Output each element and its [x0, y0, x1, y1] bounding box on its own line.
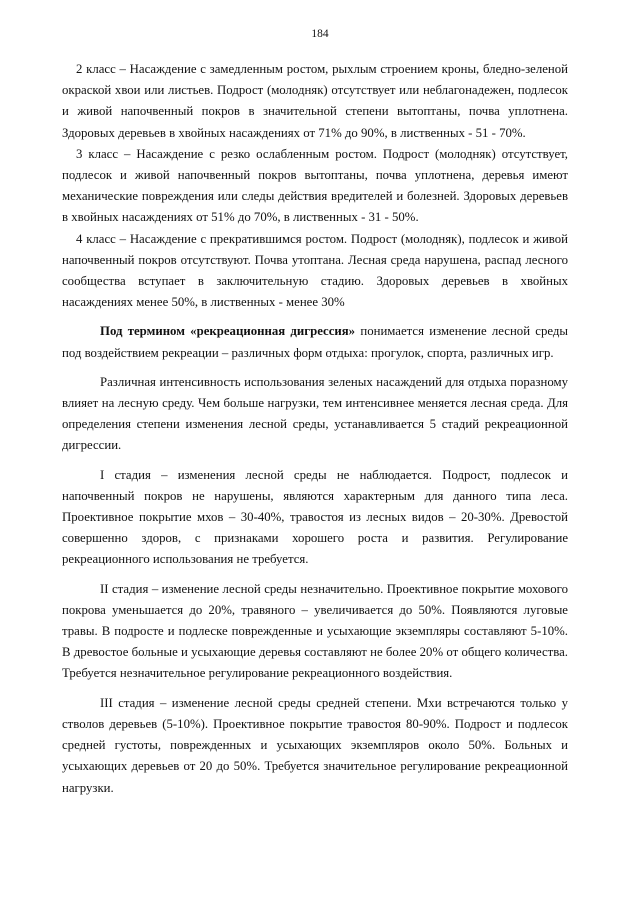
- document-body: [62, 59, 568, 799]
- paragraph-stage-1: I стадия – изменения лесной среды не наблюдается. Подрост, подлесок и напочвенный покров не нарушены, являются характерным для данного типа леса. Проективное покрытие мхов – 30-40%, травостоя из лесных видов – 20-30%. Древостой совершенно здоров, с признаками хорошего роста и развития. Регулирование рекреационного использования не требуется.: [62, 467, 568, 567]
- paragraph-class-3: 3 класс – Насаждение с резко ослабленным ростом. Подрост (молодняк) отсутствует, подлесок и живой напочвенный покров вытоптаны, почва уплотнена, деревья имеют механические повреждения или следы действия вредителей и болезней. Здоровых деревьев в хвойных насаждениях от 51% до 70%, в лиственных - 31 - 50%.: [62, 146, 568, 225]
- definition-term: Под термином «рекреационная дигрессия»: [100, 324, 356, 339]
- paragraph-intensity: Различная интенсивность использования зеленых насаждений для отдыха поразному влияет на лесную среду. Чем больше нагрузки, тем интенсивнее меняется лесная среда. Для определения степени изменения лесной среды, устанавливается 5 стадий рекреационной дигрессии.: [62, 374, 568, 453]
- paragraph-class-2: 2 класс – Насаждение с замедленным ростом, рыхлым строением кроны, бледно-зеленой окраской хвои или листьев. Подрост (молодняк) отсутствует или неблагонадежен, подлесок и живой напочвенный покров в значительной степени вытоптаны, почва уплотнена. Здоровых деревьев в хвойных насаждениях от 71% до 90%, в лиственных - 51 - 70%.: [62, 62, 568, 140]
- paragraph-definition: [62, 321, 568, 363]
- definition-text: понимается изменение лесной среды под воздействием рекреации – различных форм отдыха: прогулок, спорта, различных игр.: [62, 324, 568, 360]
- paragraph-stage-2: II стадия – изменение лесной среды незначительно. Проективное покрытие мохового покрова уменьшается до 20%, травяного – увеличивается до 50%. Появляются луговые травы. В подросте и подлеске поврежденные и усыхающие экземпляры составляют 5-10%. В древостое больные и усыхающие деревья составляют не более 20% от общего количества. Требуется незначительное регулирование рекреационного воздействия.: [62, 581, 568, 681]
- paragraph-class-4: 4 класс – Насаждение с прекратившимся ростом. Подрост (молодняк), подлесок и живой напочвенный покров отсутствуют. Почва утоптана. Лесная среда нарушена, распад лесного сообщества вступает в заключительную стадию. Здоровых деревьев в хвойных насаждениях менее 50%, в лиственных - менее 30%: [62, 231, 568, 310]
- page-number: 184: [311, 28, 329, 40]
- paragraph-stage-3: III стадия – изменение лесной среды средней степени. Мхи встречаются только у стволов деревьев (5-10%). Проективное покрытие травостоя 80-90%. Подрост и подлесок средней густоты, поврежденных и усыхающих экземпляров около 50%. Больных и усыхающих деревьев от 20 до 50%. Требуется значительное регулирование рекреационной нагрузки.: [62, 695, 568, 795]
